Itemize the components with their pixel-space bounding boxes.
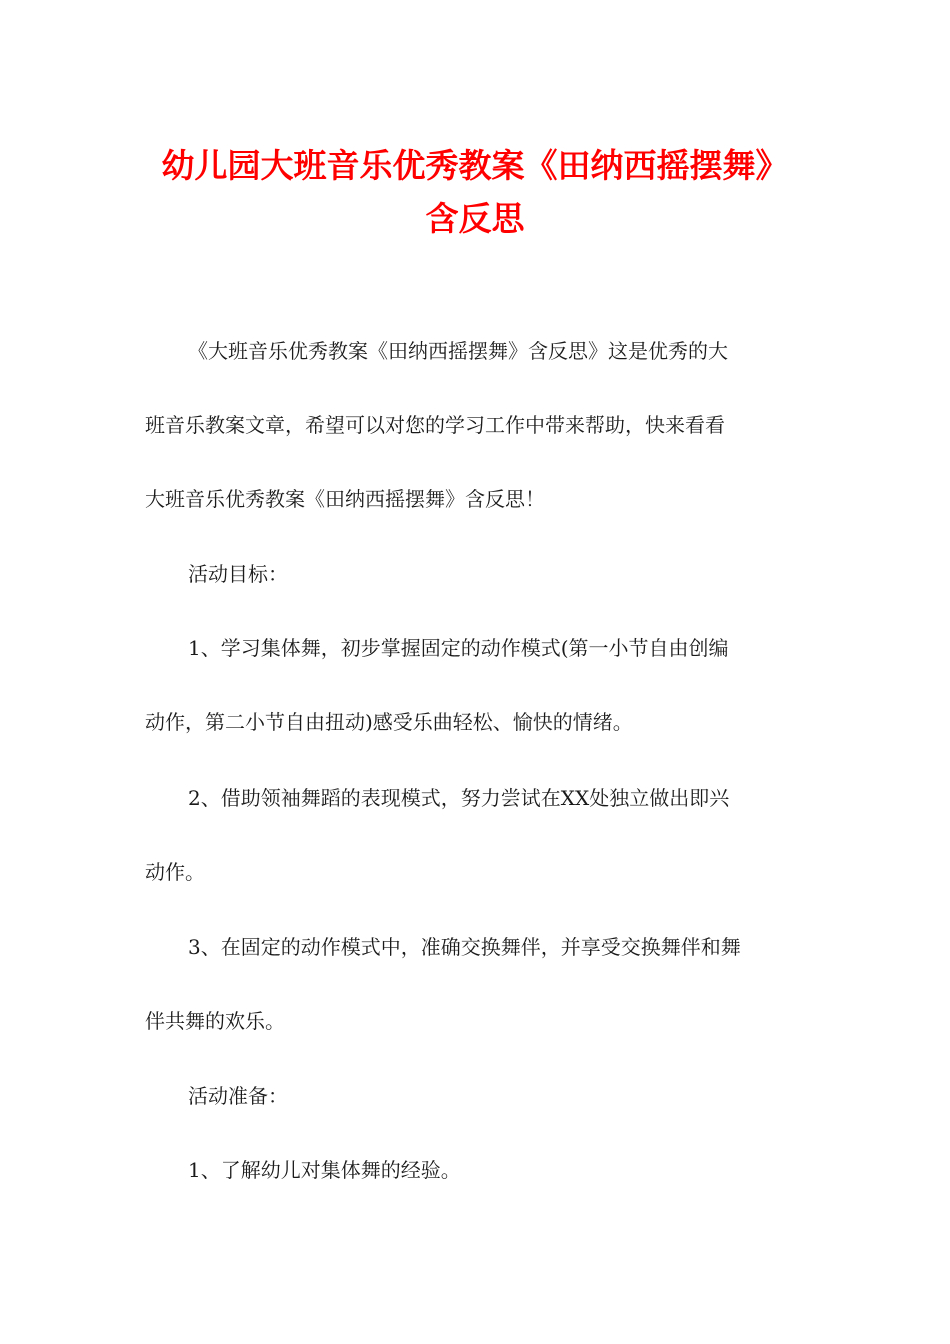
section-heading-goals: 活动目标：: [188, 562, 288, 586]
document-title-line-1: 幼儿园大班音乐优秀教案《田纳西摇摆舞》: [161, 146, 789, 185]
goal-1-line-2: 动作，第二小节自由扭动)感受乐曲轻松、愉快的情绪。: [145, 710, 633, 734]
goal-2-line-2: 动作。: [145, 860, 205, 884]
goal-2-line-1: 2、借助领袖舞蹈的表现模式，努力尝试在XX处独立做出即兴: [188, 786, 730, 810]
intro-line-1: 《大班音乐优秀教案《田纳西摇摆舞》含反思》这是优秀的大: [188, 339, 728, 363]
section-heading-preparation: 活动准备：: [188, 1084, 288, 1108]
goal-3-line-1: 3、在固定的动作模式中，准确交换舞伴，并享受交换舞伴和舞: [188, 935, 741, 959]
goal-1-line-1: 1、学习集体舞，初步掌握固定的动作模式(第一小节自由创编: [188, 636, 729, 660]
intro-line-3: 大班音乐优秀教案《田纳西摇摆舞》含反思！: [145, 487, 545, 511]
preparation-1: 1、了解幼儿对集体舞的经验。: [188, 1158, 461, 1182]
intro-line-2: 班音乐教案文章，希望可以对您的学习工作中带来帮助，快来看看: [145, 413, 725, 437]
goal-3-line-2: 伴共舞的欢乐。: [145, 1009, 285, 1033]
document-title-line-2: 含反思: [425, 199, 525, 238]
